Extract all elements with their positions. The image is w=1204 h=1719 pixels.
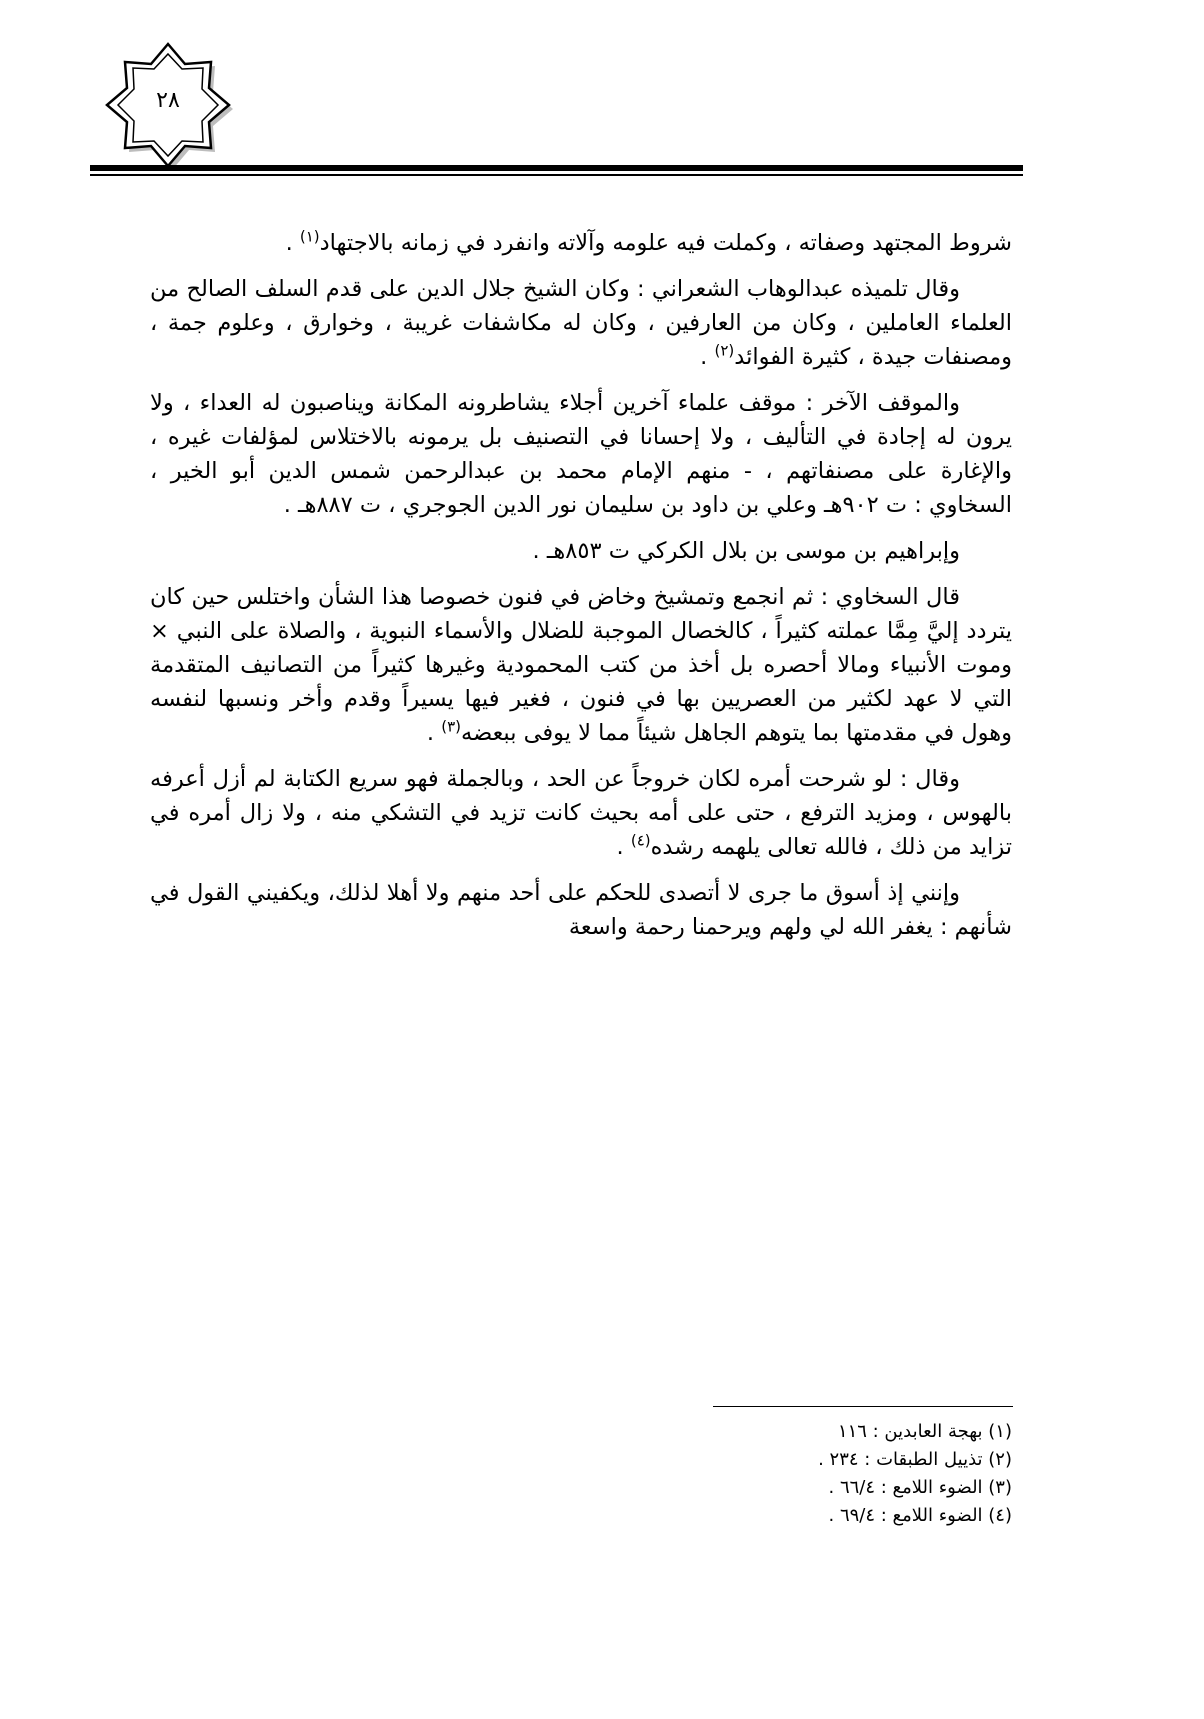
paragraph-7: وإنني إذ أسوق ما جرى لا أتصدى للحكم على أحد منهم ولا أهلا لذلك، ويكفيني القول في شأنهم : يغفر الله لي ولهم ويرحمنا رحمة واسعة [150, 880, 1012, 940]
footnote-4: (٤) الضوء اللامع : ٦٩/٤ . [828, 1505, 1012, 1526]
footnote-ref-3[interactable]: (٣) [441, 717, 461, 736]
paragraph-4: وإبراهيم بن موسى بن بلال الكركي ت ٨٥٣هـ . [532, 538, 960, 564]
paragraph-3: والموقف الآخر : موقف علماء آخرين أجلاء يشاطرونه المكانة ويناصبون له العداء ، ولا يرون له إجادة في التأليف ، ولا إحسانا في التصنيف بل يرمونه بالاختلاس لمؤلفات غيره ، والإغارة على مصنفاتهم ، - منهم الإمام محمد بن عبدالرحمن شمس الدين أبو الخير ، السخاوي : ت ٩٠٢هـ وعلي بن داود بن سليمان نور الدين الجوجري ، ت ٨٨٧هـ . [150, 390, 1012, 518]
footnote-separator [713, 1406, 1013, 1407]
page-number: ٢٨ [156, 88, 180, 113]
page-number-badge [103, 40, 233, 170]
footnote-ref-1[interactable]: (١) [299, 227, 320, 246]
paragraph-5: قال السخاوي : ثم انجمع وتمشيخ وخاض في فنون خصوصا هذا الشأن واختلس حين كان يتردد إليَّ مِمَّا عملته كثيراً ، كالخصال الموجبة للضلال والأسماء النبوية ، والصلاة على النبي × وموت الأنبياء ومالا أحصره بل أخذ من كتب المحمودية وغيرها كثيراً من التصانيف المتقدمة التي لا عهد لكثير من العصريين بها في فنون ، فغير فيها يسيراً وقدم وأخر ونسبها لنفسه وهول في مقدمتها بما يتوهم الجاهل شيئاً مما لا يوفى ببعضه$^{(٣)}$ . [150, 584, 1012, 746]
footnote-1: (١) بهجة العابدين : ١١٦ [837, 1421, 1012, 1442]
footnote-ref-2[interactable]: (٢) [714, 341, 735, 360]
paragraph-1: شروط المجتهد وصفاته ، وكملت فيه علومه وآلاته وانفرد في زمانه بالاجتهاد$^{(١)}$ . [285, 227, 1012, 256]
header-rule-thick [90, 165, 1023, 171]
body-text [150, 226, 1012, 956]
paragraph-6: وقال : لو شرحت أمره لكان خروجاً عن الحد ، وبالجملة فهو سريع الكتابة لم أزل أعرفه بالهوس ، ومزيد الترفع ، حتى على أمه بحيث كانت تزيد في التشكي منه ، ولا زال أمره في تزايد من ذلك ، فالله تعالى يلهمه رشده$^{(٤)}$ . [150, 766, 1012, 860]
footnote-ref-4[interactable]: (٤) [630, 831, 651, 850]
paragraph-2: وقال تلميذه عبدالوهاب الشعراني : وكان الشيخ جلال الدين على قدم السلف الصالح من العلماء العاملين ، وكان من العارفين ، وكان له مكاشفات غريبة ، وخوارق ، وعلوم جمة ، ومصنفات جيدة ، كثيرة الفوائد$^{(٢)}$ . [150, 276, 1012, 370]
footnotes [640, 1418, 1012, 1530]
header-rule-thin [90, 174, 1023, 176]
footnote-2: (٢) تذييل الطبقات : ٢٣٤ . [818, 1449, 1012, 1470]
footnote-3: (٣) الضوء اللامع : ٦٦/٤ . [828, 1477, 1012, 1498]
